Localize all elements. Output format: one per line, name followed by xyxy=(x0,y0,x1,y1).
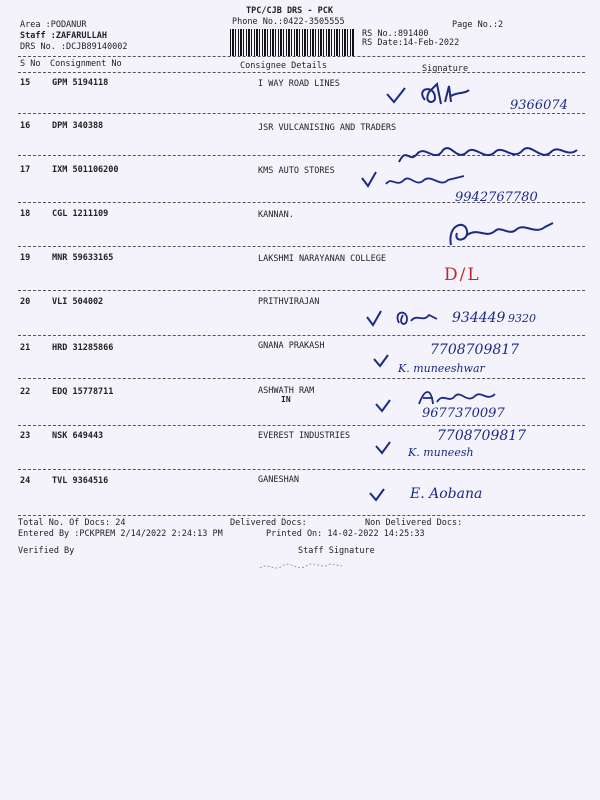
row-consignment: CGL 1211109 xyxy=(52,209,109,219)
handwritten-phone-15: 9366074 xyxy=(510,98,568,113)
handwritten-phone-23: 7708709817 xyxy=(437,428,527,444)
row-sno: 18 xyxy=(20,209,31,219)
row-consignee: I WAY ROAD LINES xyxy=(258,79,340,89)
col-consignee: Consignee Details xyxy=(240,61,327,71)
verified-by: Verified By xyxy=(18,546,75,556)
row-divider xyxy=(18,335,585,336)
row-consignment: NSK 649443 xyxy=(52,431,104,441)
row-consignee: GNANA PRAKASH xyxy=(258,341,325,351)
drs-number: DRS No. :DCJB89140002 xyxy=(20,42,128,52)
row-check-24 xyxy=(368,487,388,503)
handwritten-note-19: D/L xyxy=(444,265,481,285)
phone-number: Phone No.:0422-3505555 xyxy=(232,17,345,27)
handwritten-phone-22: 9677370097 xyxy=(422,406,505,421)
row-signature-15 xyxy=(385,82,515,114)
row-consignee: KMS AUTO STORES xyxy=(258,166,335,176)
row-consignee: JSR VULCANISING AND TRADERS xyxy=(258,123,397,133)
row-check-23 xyxy=(374,440,394,456)
row-check-22 xyxy=(374,398,394,414)
row-divider xyxy=(18,378,585,379)
non-delivered-docs: Non Delivered Docs: xyxy=(365,518,463,528)
row-sno: 15 xyxy=(20,78,31,88)
row-consignment: VLI 504002 xyxy=(52,297,104,307)
row-sno: 23 xyxy=(20,431,31,441)
rs-date: RS Date:14-Feb-2022 xyxy=(362,38,460,48)
handwritten-name-24: E. Aobana xyxy=(410,486,483,502)
handwritten-phone-20b: 9320 xyxy=(508,312,536,325)
header-rule-top xyxy=(18,56,585,57)
handwritten-phone-17: 9942767780 xyxy=(455,190,538,205)
staff-label: Staff :ZAFARULLAH xyxy=(20,31,107,41)
row-sno: 21 xyxy=(20,343,31,353)
row-consignee: GANESHAN xyxy=(258,475,299,485)
row-consignee: KANNAN. xyxy=(258,210,294,220)
handwritten-name-21: K. muneeshwar xyxy=(398,362,485,375)
row-consignment: MNR 59633165 xyxy=(52,253,114,263)
annotation-in: IN xyxy=(281,395,291,404)
row-divider xyxy=(18,469,585,470)
staff-signature: Staff Signature xyxy=(298,546,375,556)
row-consignment: HRD 31285866 xyxy=(52,343,114,353)
row-divider xyxy=(18,515,585,516)
row-consignee: ASHWATH RAM xyxy=(258,386,315,396)
staff-signature-mark xyxy=(258,558,344,574)
document-title: TPC/CJB DRS - PCK xyxy=(246,6,333,16)
row-consignee: PRITHVIRAJAN xyxy=(258,297,320,307)
row-consignment: EDQ 15778711 xyxy=(52,387,114,397)
row-consignee: EVEREST INDUSTRIES xyxy=(258,431,351,441)
page-number: Page No.:2 xyxy=(452,20,504,30)
row-signature-20 xyxy=(365,305,455,333)
rs-number: RS No.:891400 xyxy=(362,29,429,39)
handwritten-phone-21: 7708709817 xyxy=(430,342,520,358)
row-check-21 xyxy=(372,353,392,369)
handwritten-name-23: K. muneesh xyxy=(408,446,474,459)
row-sno: 19 xyxy=(20,253,31,263)
header-rule-bottom xyxy=(18,72,585,73)
total-docs: Total No. Of Docs: 24 xyxy=(18,518,126,528)
row-sno: 22 xyxy=(20,387,31,397)
row-consignment: IXM 501106200 xyxy=(52,165,119,175)
row-signature-16 xyxy=(395,140,580,170)
row-divider xyxy=(18,290,585,291)
row-divider xyxy=(18,425,585,426)
delivered-docs: Delivered Docs: xyxy=(230,518,307,528)
printed-on: Printed On: 14-02-2022 14:25:33 xyxy=(266,529,425,539)
row-sno: 16 xyxy=(20,121,31,131)
row-sno: 17 xyxy=(20,165,31,175)
col-consignment: Consignment No xyxy=(50,59,122,69)
row-sno: 24 xyxy=(20,476,31,486)
row-consignee: LAKSHMI NARAYANAN COLLEGE xyxy=(258,254,386,264)
row-consignment: TVL 9364516 xyxy=(52,476,109,486)
barcode xyxy=(230,29,355,56)
row-consignment: DPM 340388 xyxy=(52,121,104,131)
row-signature-18 xyxy=(445,215,555,251)
row-sno: 20 xyxy=(20,297,31,307)
col-signature: Signature xyxy=(422,64,469,74)
row-signature-22 xyxy=(415,386,505,408)
handwritten-phone-20a: 934449 xyxy=(452,310,506,326)
area-label: Area :PODANUR xyxy=(20,20,87,30)
col-sno: S No xyxy=(20,59,41,69)
entered-by: Entered By :PCKPREM 2/14/2022 2:24:13 PM xyxy=(18,529,223,539)
row-signature-17 xyxy=(360,170,470,192)
row-consignment: GPM 5194118 xyxy=(52,78,109,88)
